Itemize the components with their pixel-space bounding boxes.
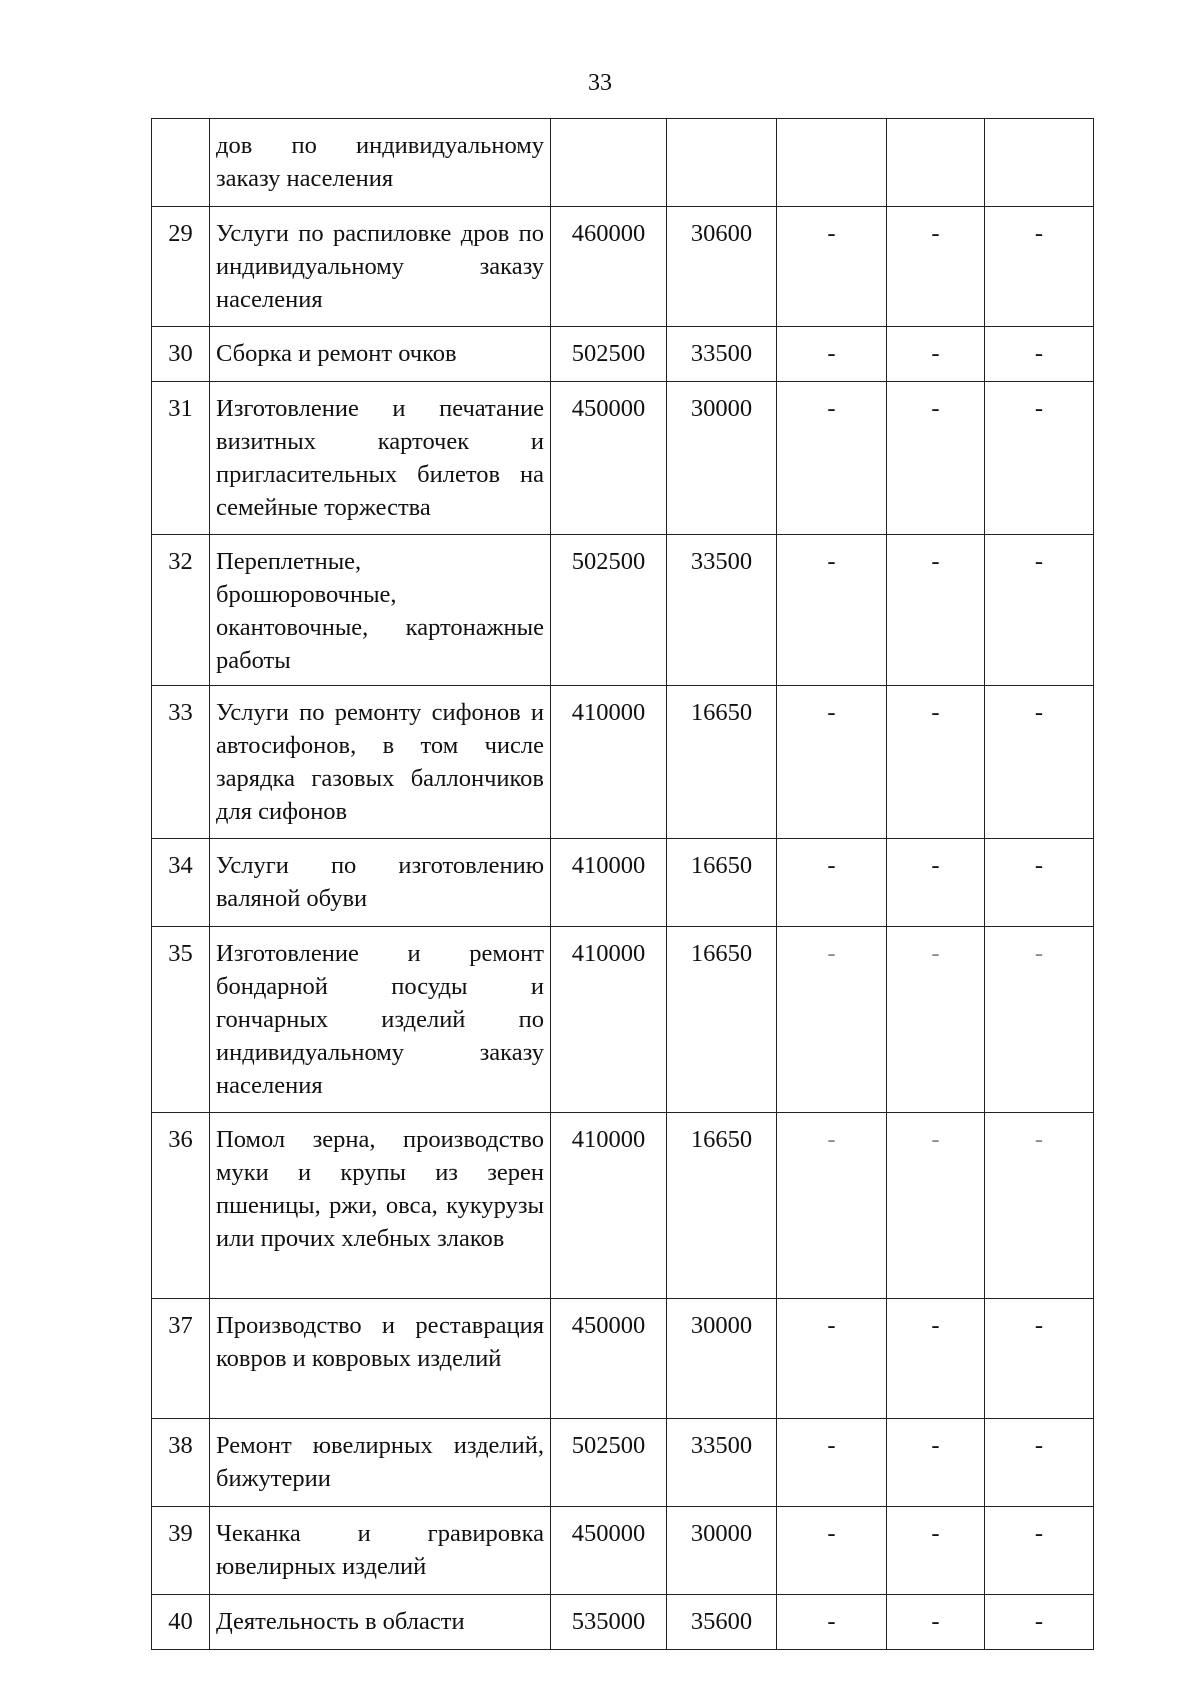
- value-cell-1: 410000: [551, 1113, 667, 1299]
- value-cell-1: 410000: [551, 927, 667, 1113]
- value-cell-3: -: [777, 839, 887, 927]
- value-cell-3: -: [777, 382, 887, 535]
- value-cell-3: [777, 119, 887, 207]
- value-cell-4: -: [887, 1299, 985, 1419]
- value-cell-2: 30000: [667, 1299, 777, 1419]
- table-row: [152, 1507, 1094, 1595]
- value-cell-2: [667, 119, 777, 207]
- row-number-cell: 39: [152, 1507, 210, 1595]
- value-cell-3: -: [777, 686, 887, 839]
- value-cell-5: -: [985, 1113, 1094, 1299]
- value-cell-1: 502500: [551, 1419, 667, 1507]
- row-number-cell: 38: [152, 1419, 210, 1507]
- value-cell-1: 450000: [551, 382, 667, 535]
- table-row: [152, 535, 1094, 686]
- service-name-cell: Сборка и ремонт очков: [210, 327, 551, 382]
- value-cell-4: -: [887, 207, 985, 327]
- value-cell-3: -: [777, 207, 887, 327]
- table-row: [152, 1419, 1094, 1507]
- row-number-cell: 33: [152, 686, 210, 839]
- value-cell-1: 450000: [551, 1507, 667, 1595]
- value-cell-1: 460000: [551, 207, 667, 327]
- value-cell-1: 410000: [551, 686, 667, 839]
- table-row: [152, 1299, 1094, 1419]
- value-cell-5: -: [985, 1507, 1094, 1595]
- value-cell-5: -: [985, 686, 1094, 839]
- row-number-cell: 37: [152, 1299, 210, 1419]
- value-cell-1: 502500: [551, 327, 667, 382]
- service-name-cell: Чеканка и гравировка ювелирных изделий: [210, 1507, 551, 1595]
- service-name-cell: дов по индивидуальному заказу населения: [210, 119, 551, 207]
- row-number-cell: 31: [152, 382, 210, 535]
- row-number-cell: 35: [152, 927, 210, 1113]
- value-cell-3: -: [777, 327, 887, 382]
- service-name-cell: Ремонт ювелирных изделий, бижутерии: [210, 1419, 551, 1507]
- service-name-cell: Изготовление и печатание визитных карточек и пригласительных билетов на семейные торжества: [210, 382, 551, 535]
- value-cell-4: -: [887, 1113, 985, 1299]
- value-cell-4: -: [887, 1507, 985, 1595]
- value-cell-2: 33500: [667, 535, 777, 686]
- table-row: [152, 327, 1094, 382]
- service-name-cell: Деятельность в области: [210, 1595, 551, 1650]
- value-cell-2: 16650: [667, 1113, 777, 1299]
- row-number-cell: 30: [152, 327, 210, 382]
- value-cell-5: -: [985, 1595, 1094, 1650]
- value-cell-3: -: [777, 1113, 887, 1299]
- table-row: [152, 1595, 1094, 1650]
- service-name-cell: Изготовление и ремонт бондарной посуды и гончарных изделий по индивидуальному заказу населения: [210, 927, 551, 1113]
- value-cell-5: -: [985, 1299, 1094, 1419]
- value-cell-2: 33500: [667, 327, 777, 382]
- value-cell-4: -: [887, 327, 985, 382]
- value-cell-5: -: [985, 1419, 1094, 1507]
- value-cell-1: [551, 119, 667, 207]
- service-name-cell: Услуги по распиловке дров по индивидуальному заказу населения: [210, 207, 551, 327]
- row-number-cell: 36: [152, 1113, 210, 1299]
- value-cell-4: -: [887, 839, 985, 927]
- value-cell-1: 535000: [551, 1595, 667, 1650]
- service-name-cell: Переплетные, брошюровочные, окантовочные, картонажные работы: [210, 535, 551, 686]
- value-cell-3: -: [777, 1595, 887, 1650]
- value-cell-2: 33500: [667, 1419, 777, 1507]
- value-cell-4: -: [887, 686, 985, 839]
- value-cell-2: 16650: [667, 839, 777, 927]
- value-cell-4: -: [887, 1419, 985, 1507]
- value-cell-4: -: [887, 382, 985, 535]
- value-cell-4: -: [887, 535, 985, 686]
- row-number-cell: [152, 119, 210, 207]
- value-cell-5: [985, 119, 1094, 207]
- value-cell-4: -: [887, 927, 985, 1113]
- row-number-cell: 34: [152, 839, 210, 927]
- service-name-cell: Услуги по изготовлению валяной обуви: [210, 839, 551, 927]
- value-cell-4: [887, 119, 985, 207]
- table-row: [152, 686, 1094, 839]
- row-number-cell: 32: [152, 535, 210, 686]
- table-row: [152, 1113, 1094, 1299]
- page-number: 33: [588, 70, 612, 96]
- table-row: [152, 927, 1094, 1113]
- value-cell-2: 16650: [667, 927, 777, 1113]
- value-cell-4: -: [887, 1595, 985, 1650]
- service-name-cell: Помол зерна, производство муки и крупы из зерен пшеницы, ржи, овса, кукурузы или прочих хлебных злаков: [210, 1113, 551, 1299]
- value-cell-3: -: [777, 535, 887, 686]
- table-row: [152, 839, 1094, 927]
- row-number-cell: 29: [152, 207, 210, 327]
- table-row: [152, 119, 1094, 207]
- value-cell-5: -: [985, 382, 1094, 535]
- value-cell-5: -: [985, 839, 1094, 927]
- value-cell-2: 30000: [667, 382, 777, 535]
- row-number-cell: 40: [152, 1595, 210, 1650]
- value-cell-2: 30600: [667, 207, 777, 327]
- value-cell-5: -: [985, 535, 1094, 686]
- value-cell-2: 16650: [667, 686, 777, 839]
- table-row: [152, 207, 1094, 327]
- table-row: [152, 382, 1094, 535]
- value-cell-3: -: [777, 927, 887, 1113]
- table-body: [152, 119, 1094, 1650]
- value-cell-1: 410000: [551, 839, 667, 927]
- value-cell-1: 450000: [551, 1299, 667, 1419]
- value-cell-5: -: [985, 327, 1094, 382]
- value-cell-1: 502500: [551, 535, 667, 686]
- service-name-cell: Производство и реставрация ковров и ковровых изделий: [210, 1299, 551, 1419]
- value-cell-2: 35600: [667, 1595, 777, 1650]
- value-cell-5: -: [985, 207, 1094, 327]
- value-cell-3: -: [777, 1419, 887, 1507]
- value-cell-2: 30000: [667, 1507, 777, 1595]
- services-table: [151, 118, 1094, 1650]
- value-cell-3: -: [777, 1507, 887, 1595]
- value-cell-3: -: [777, 1299, 887, 1419]
- value-cell-5: -: [985, 927, 1094, 1113]
- service-name-cell: Услуги по ремонту сифонов и автосифонов, в том числе зарядка газовых баллончиков для сифонов: [210, 686, 551, 839]
